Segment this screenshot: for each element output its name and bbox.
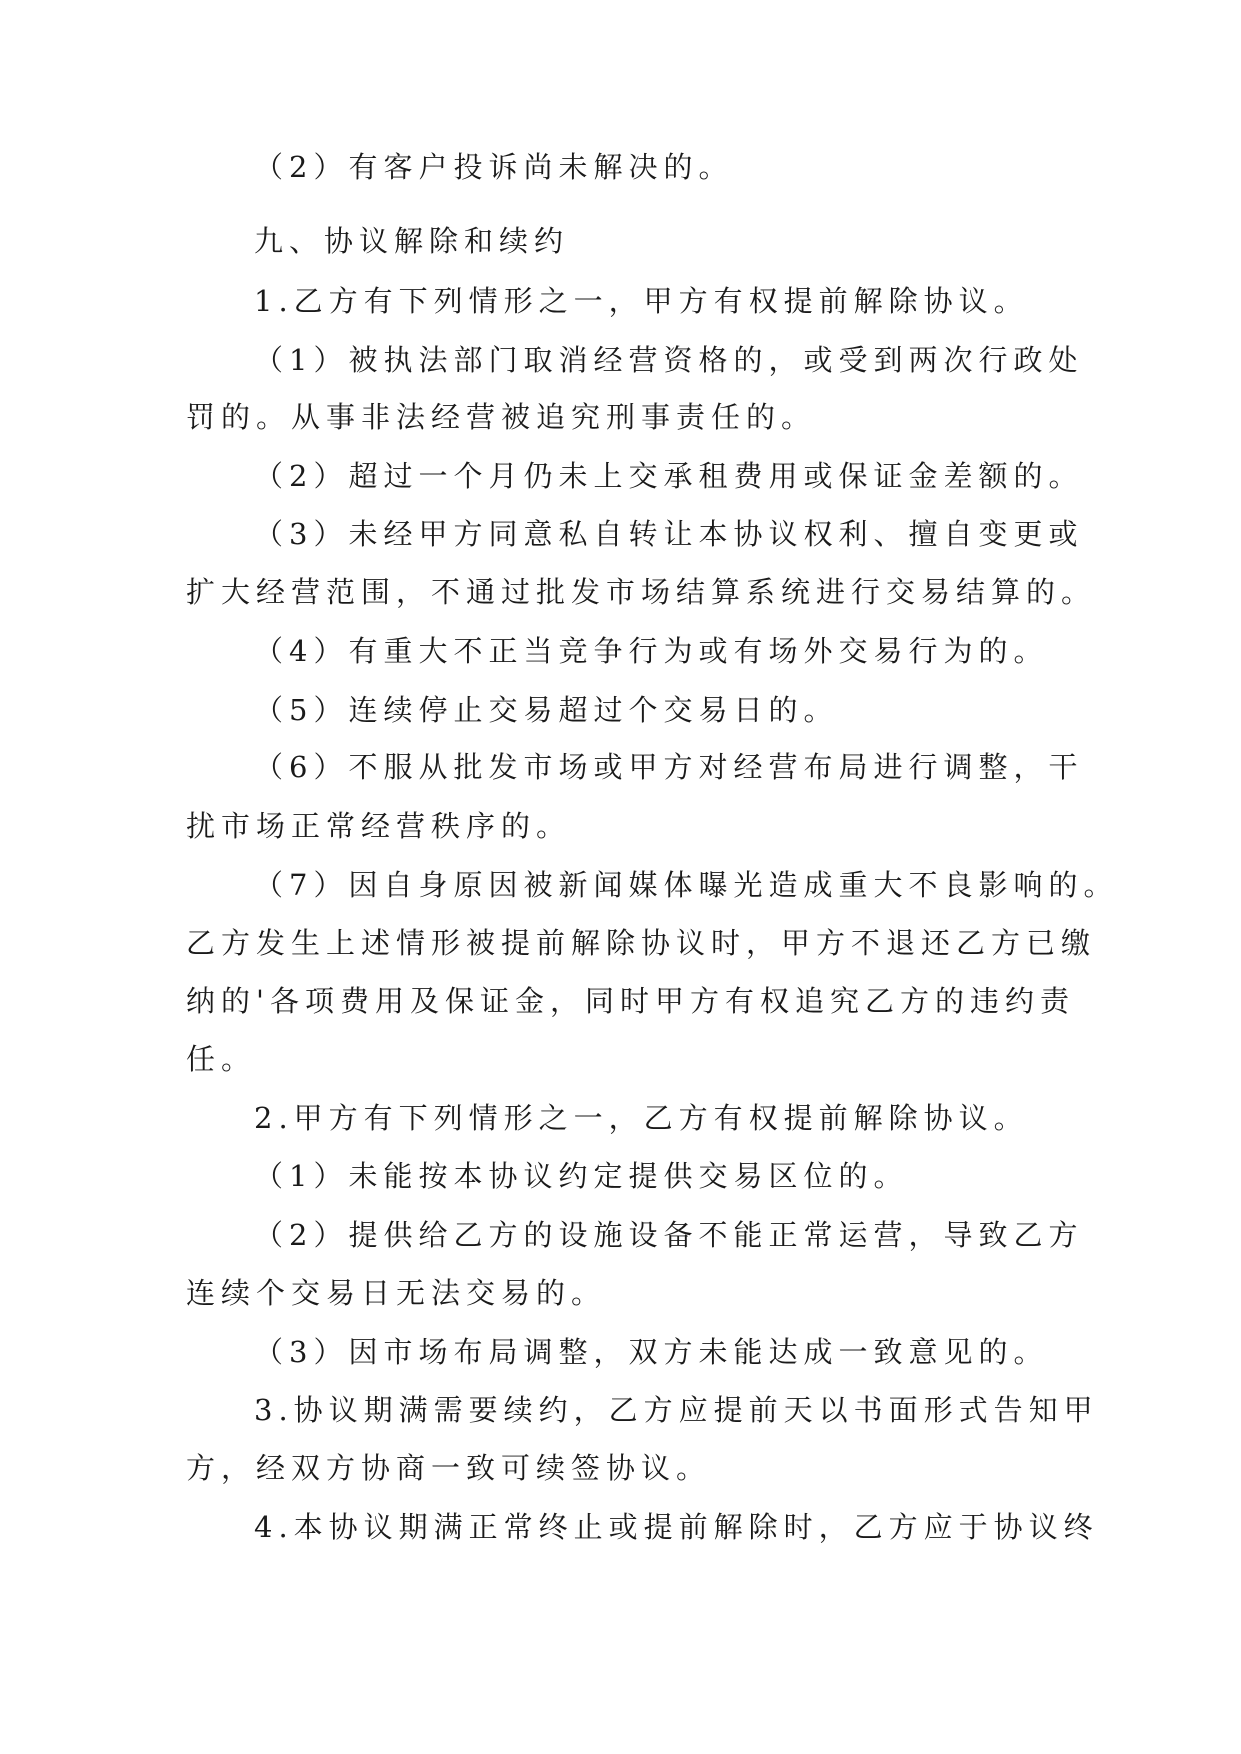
text-line: 扩大经营范围，不通过批发市场结算系统进行交易结算的。 xyxy=(186,575,1097,609)
text-line: （2）提供给乙方的设施设备不能正常运营，导致乙方 xyxy=(254,1218,1084,1252)
text-line: 扰市场正常经营秩序的。 xyxy=(186,809,572,843)
text-line: （2）有客户投诉尚未解决的。 xyxy=(254,150,734,184)
text-line: （6）不服从批发市场或甲方对经营布局进行调整，干 xyxy=(254,750,1084,784)
text-line: 任。 xyxy=(186,1042,257,1076)
text-line: （2）超过一个月仍未上交承租费用或保证金差额的。 xyxy=(254,459,1084,493)
text-line: （1）未能按本协议约定提供交易区位的。 xyxy=(254,1159,909,1193)
section-heading: 九、协议解除和续约 xyxy=(254,224,570,258)
text-line: （1）被执法部门取消经营资格的，或受到两次行政处 xyxy=(254,343,1084,377)
text-line: 罚的。从事非法经营被追究刑事责任的。 xyxy=(186,400,817,434)
text-line: （3）因市场布局调整，双方未能达成一致意见的。 xyxy=(254,1335,1049,1369)
text-line: 乙方发生上述情形被提前解除协议时，甲方不退还乙方已缴 xyxy=(186,926,1097,960)
text-line: （5）连续停止交易超过个交易日的。 xyxy=(254,693,839,727)
text-line: 1.乙方有下列情形之一，甲方有权提前解除协议。 xyxy=(254,284,1029,318)
text-line: 纳的'各项费用及保证金，同时甲方有权追究乙方的违约责 xyxy=(186,984,1075,1018)
text-line: （7）因自身原因被新闻媒体曝光造成重大不良影响的。 xyxy=(254,868,1119,902)
text-line: 4.本协议期满正常终止或提前解除时，乙方应于协议终 xyxy=(254,1510,1099,1544)
text-line: 2.甲方有下列情形之一，乙方有权提前解除协议。 xyxy=(254,1101,1029,1135)
text-line: （3）未经甲方同意私自转让本协议权利、擅自变更或 xyxy=(254,517,1084,551)
text-line: 3.协议期满需要续约，乙方应提前天以书面形式告知甲 xyxy=(254,1393,1099,1427)
text-line: 连续个交易日无法交易的。 xyxy=(186,1276,607,1310)
text-line: 方，经双方协商一致可续签协议。 xyxy=(186,1451,712,1485)
text-line: （4）有重大不正当竞争行为或有场外交易行为的。 xyxy=(254,634,1049,668)
